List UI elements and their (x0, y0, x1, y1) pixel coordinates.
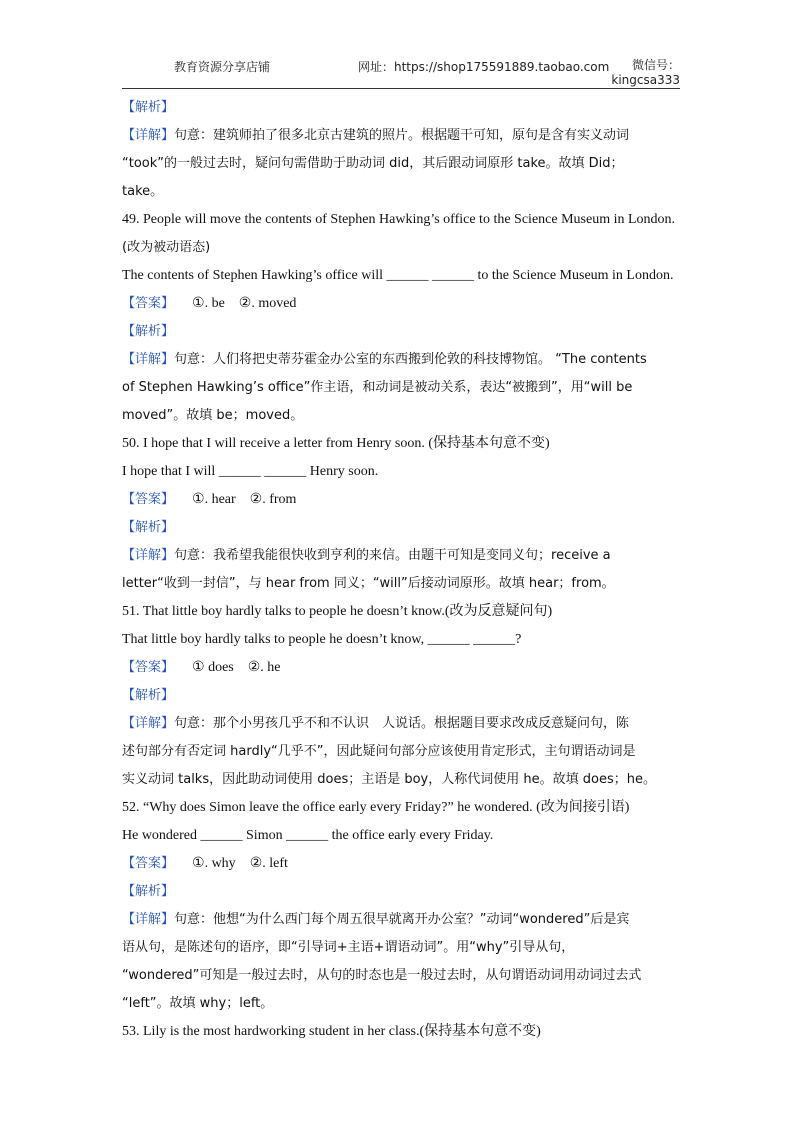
detail-text: “took”的一般过去时，疑问句需借助于助动词 did，其后跟动词原形 take。故填 Did； (122, 156, 624, 171)
detail-text: “wondered”可知是一般过去时，从句的时态也是一般过去时，从句谓语动词用动词过去式 (122, 968, 642, 983)
page-header (122, 52, 680, 89)
wechat-info (611, 58, 680, 88)
answer-item: ②. moved (238, 296, 297, 311)
detail-text: 【详解】句意：我希望我能很快收到亨利的来信。由题干可知是变同义句；receive a (122, 548, 611, 563)
question-text: 53. Lily is the most hardworking student in her class.(保持基本句意不变) (122, 1024, 541, 1039)
analysis-heading: 【解析】 (122, 520, 175, 535)
analysis-heading: 【解析】 (122, 324, 175, 339)
question-text: 51. That little boy hardly talks to people he doesn’t know.(改为反意疑问句) (122, 604, 553, 619)
shop-url[interactable]: 网址：https://shop175591889.taobao.com (358, 60, 610, 74)
detail-text: moved”。故填 be；moved。 (122, 408, 304, 423)
wechat-label: 微信号： (631, 58, 680, 72)
detail-text: “left”。故填 why；left。 (122, 996, 274, 1011)
answer-item: ① does (192, 660, 234, 675)
answer-item: ①. why (192, 856, 236, 871)
document-body (122, 94, 680, 1046)
analysis-heading: 【解析】 (122, 688, 175, 703)
blank-sentence: The contents of Stephen Hawking’s office will ______ ______ to the Science Museum in London. (122, 268, 674, 283)
blank-sentence: I hope that I will ______ ______ Henry soon. (122, 464, 379, 479)
blank-sentence: That little boy hardly talks to people he doesn’t know, ______ ______? (122, 632, 522, 647)
answer-line: 【答案】 ①. hear ②. from (122, 492, 297, 507)
answer-line: 【答案】 ①. be ②. moved (122, 296, 297, 311)
detail-text: letter“收到一封信”，与 hear from 同义；“will”后接动词原形。故填 hear；from。 (122, 576, 615, 591)
question-text: 49. People will move the contents of Stephen Hawking’s office to the Science Museum in London. (122, 212, 676, 227)
question-instruction: (改为被动语态) (122, 240, 211, 255)
detail-text: take。 (122, 184, 164, 199)
question-text: 50. I hope that I will receive a letter from Henry soon. (保持基本句意不变) (122, 436, 550, 451)
detail-text: 【详解】句意：人们将把史蒂芬霍金办公室的东西搬到伦敦的科技博物馆。 “The contents (122, 352, 647, 367)
analysis-heading: 【解析】 (122, 100, 175, 115)
detail-text: 【详解】句意：建筑师拍了很多北京古建筑的照片。根据题干可知，原句是含有实义动词 (122, 128, 630, 143)
answer-item: ①. be (192, 296, 225, 311)
answer-line: 【答案】 ① does ②. he (122, 660, 281, 675)
detail-text: 【详解】句意：他想“为什么西门每个周五很早就离开办公室？”动词“wondered”后是宾 (122, 912, 630, 927)
question-text: 52. “Why does Simon leave the office early every Friday?” he wondered. (改为间接引语) (122, 800, 630, 815)
detail-text: of Stephen Hawking’s office”作主语，和动词是被动关系，表达“被搬到”，用“will be (122, 380, 633, 395)
analysis-heading: 【解析】 (122, 884, 175, 899)
shop-name: 教育资源分享店铺 (174, 60, 271, 74)
detail-text: 述句部分有否定词 hardly“几乎不”，因此疑问句部分应该使用肯定形式，主句谓语动词是 (122, 744, 636, 759)
answer-item: ②. he (247, 660, 281, 675)
blank-sentence: He wondered ______ Simon ______ the office early every Friday. (122, 828, 494, 843)
detail-text: 【详解】句意：那个小男孩几乎不和不认识 人说话。根据题目要求改成反意疑问句，陈 (122, 716, 630, 731)
answer-item: ①. hear (192, 492, 236, 507)
detail-text: 实义动词 talks，因此助动词使用 does；主语是 boy，人称代词使用 he。故填 does；he。 (122, 772, 656, 787)
answer-item: ②. left (249, 856, 288, 871)
answer-item: ②. from (249, 492, 297, 507)
wechat-id: kingcsa333 (611, 73, 680, 87)
answer-line: 【答案】 ①. why ②. left (122, 856, 288, 871)
detail-text: 语从句，是陈述句的语序，即“引导词+主语+谓语动词”。用“why”引导从句， (122, 940, 575, 955)
